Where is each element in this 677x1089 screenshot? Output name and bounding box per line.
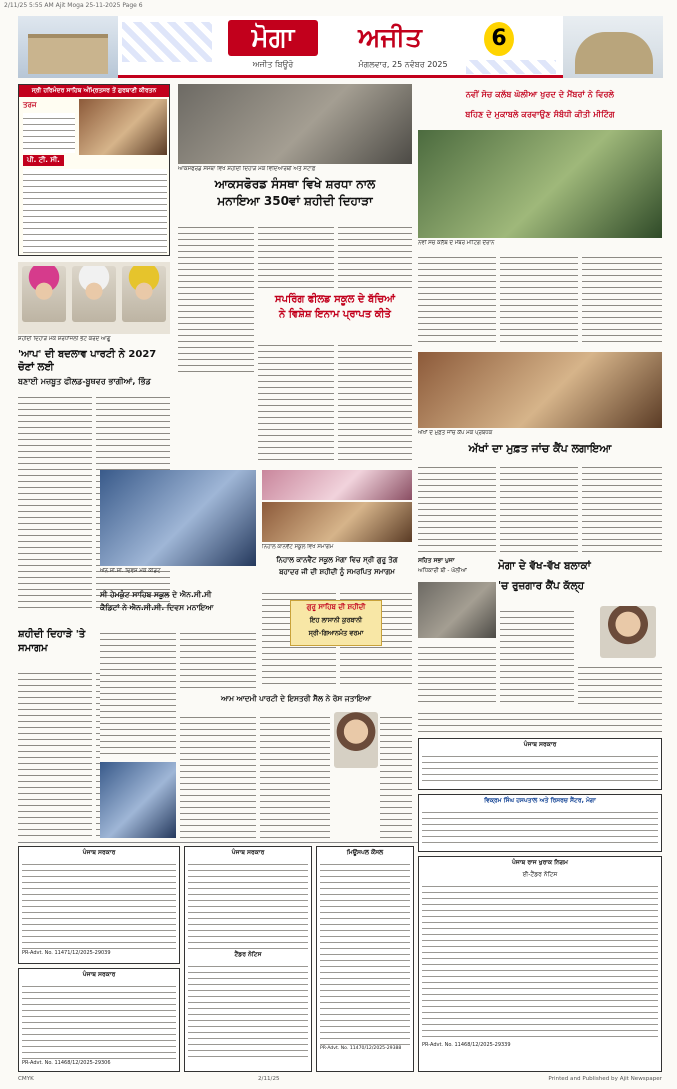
- nihal-headline-1: ਨਿਹਾਲ ਕਾਨਵੈਂਟ ਸਕੂਲ ਮੋਗਾ ਵਿਚ ਸ੍ਰੀ ਗੁਰੂ ਤੇਗ: [276, 556, 398, 564]
- ad-tender-body-1: [188, 859, 308, 949]
- spring-headline-2: ਨੇ ਵਿਸ਼ੇਸ਼ ਇਨਾਮ ਪ੍ਰਾਪਤ ਕੀਤੇ: [279, 309, 391, 320]
- ad-punjab-1-title: ਪੰਜਾਬ ਸਰਕਾਰ: [82, 849, 116, 856]
- nihal-headline-block: [262, 554, 412, 584]
- portraits-strip: [18, 262, 170, 334]
- gurpurab-line-2: ਇਹ ਲਾਸਾਨੀ ਕੁਰਬਾਨੀ: [309, 616, 363, 624]
- oxford-headline-1: ਆਕਸਫੋਰਡ ਸੰਸਥਾ ਵਿਖੇ ਸ਼ਰਧਾ ਨਾਲ: [214, 177, 376, 191]
- gurpurab-line-1: ਗੁਰੂ ਸਾਹਿਬ ਦੀ ਸ਼ਹੀਦੀ: [306, 603, 366, 611]
- ncc-photo-caption: ਐੱਨ.ਸੀ.ਸੀ. ਦਿਵਸ ਮੌਕੇ ਕੈਡਿਟ: [100, 568, 161, 574]
- gurdwara-icon: [575, 32, 653, 74]
- club-body-col2: [500, 252, 578, 346]
- ncc-parade-photo: [100, 762, 176, 838]
- page-footer: [18, 1076, 662, 1086]
- masthead-date: ਮੰਗਲਵਾਰ, 25 ਨਵੰਬਰ 2025: [358, 60, 448, 69]
- camp-official-portrait: [600, 606, 656, 658]
- ncc-headline-block: [100, 588, 258, 624]
- spring-body-col2: [338, 340, 412, 464]
- ad-nigam-ref: PR-Advt. No. 11468/12/2025-29339: [422, 1042, 511, 1048]
- masthead-pattern-right: [466, 60, 556, 74]
- story-aap-headline-block: [18, 348, 170, 388]
- ad-punjab-sarkar-1: [18, 846, 180, 964]
- footer-center: 2/11/25: [258, 1076, 280, 1082]
- ad-food-corporation: [418, 856, 662, 1072]
- ad-tender-title: ਪੰਜਾਬ ਸਰਕਾਰ: [231, 849, 265, 856]
- ad-punjab-sarkar-3: [18, 968, 180, 1072]
- gurpurab-line-3: ਸ੍ਰੀ-ਗਿਆਨਮੰਤ ਵਰਮਾ: [308, 629, 364, 637]
- portraits-caption: ਸ਼ਹੀਦੀ ਦਿਹਾੜੇ ਮੌਕੇ ਸ਼ਰਧਾਂਜਲੀ ਭੇਟ ਕਰਦੇ ਆਗੂ: [18, 336, 111, 342]
- ad-tender: [184, 846, 312, 1072]
- golden-temple-photo: [79, 99, 167, 155]
- story-aap-subhead: ਬਣਾਈ ਮਜ਼ਬੂਤ ਫੀਲਡ-ਬੂਥਵਰ ਭਾਗੀਆਂ, ਭਿੰਡ: [18, 377, 151, 386]
- eye-body-col3: [582, 462, 662, 554]
- footer-right: Printed and Published by Ajit Newspaper: [548, 1076, 662, 1082]
- ad-punjab-3-ref: PR-Advt. No. 11468/12/2025-29306: [22, 1060, 111, 1066]
- ad-punjab-3-body: [22, 981, 176, 1059]
- ad-punjab-1-body: [22, 859, 176, 949]
- ad-punjab-sarkar-right: [418, 738, 662, 790]
- eye-headline-block: [418, 440, 662, 458]
- oxford-group-photo: [178, 84, 412, 164]
- oxford-photo-caption: ਆਕਸਫੋਰਡ ਸੰਸਥਾ ਵਿਖੇ ਸ਼ਹੀਦੀ ਦਿਹਾੜੇ ਮੌਕੇ ਵਿਦਿਆਰਥੀ ਅਤੇ ਸਟਾਫ਼: [178, 166, 316, 172]
- edition-title-moga: ਮੋਗਾ: [228, 20, 318, 56]
- aap2-headline-block: [180, 692, 412, 708]
- oxford-body-col1: [178, 222, 254, 372]
- ad-hospital: [418, 794, 662, 852]
- club-body-col1: [418, 252, 496, 346]
- club-meeting-photo: [418, 130, 662, 238]
- ad-punjab-2-body: [422, 751, 658, 785]
- nihal-photo-top: [262, 470, 412, 500]
- spring-headline-block: [258, 292, 412, 336]
- club-headline-block: [418, 84, 662, 126]
- ncc-cadets-photo: [100, 470, 256, 566]
- sidebar-ad-label-a: ਤਰਜ: [23, 101, 37, 109]
- ad-punjab-3-title: ਪੰਜਾਬ ਸਰਕਾਰ: [82, 971, 116, 978]
- oxford-headline-2: ਮਨਾਇਆ 350ਵਾਂ ਸ਼ਹੀਦੀ ਦਿਹਾੜਾ: [217, 194, 373, 208]
- temple-icon: [28, 34, 108, 74]
- ad-hospital-title: ਵਿਕ੍ਰਮ ਸਿੰਘ ਹਸਪਤਾਲ ਅਤੇ ਰਿਸਰਚ ਸੈਂਟਰ, ਮੋਗਾ: [484, 797, 596, 804]
- aap2-body-col2: [260, 712, 330, 838]
- club-headline-2: ਬਹਿਣ ਦੇ ਮੁਕਾਬਲੇ ਕਰਵਾਉਣ ਸੰਬੰਧੀ ਕੀਤੀ ਮੀਟਿੰਗ: [465, 109, 615, 119]
- portrait-3: [122, 266, 166, 322]
- ad-municipal-council: [316, 846, 414, 1072]
- aap2-portrait: [334, 712, 378, 768]
- masthead-pattern-left: [122, 22, 212, 62]
- oxford-body-col3: [338, 222, 412, 290]
- oxford-body-col2: [258, 222, 334, 290]
- club-body-col3: [582, 252, 662, 346]
- eye-body-col2: [500, 462, 578, 554]
- sidebar-ad-title: ਸ੍ਰੀ ਹਰਿਮੰਦਰ ਸਾਹਿਬ ਅੰਮ੍ਰਿਤਸਰ ਤੋਂ ਗੁਰਬਾਣੀ ਕੀਰਤਨ: [19, 85, 169, 97]
- eye-camp-caption: ਅੱਖਾਂ ਦੇ ਮੁਫ਼ਤ ਜਾਂਚ ਕੈਂਪ ਮੌਕੇ ਪ੍ਰਬੰਧਕ: [418, 430, 493, 436]
- camp-headline-2: 'ਚ ਰੁਜ਼ਗਾਰ ਕੈਂਪ ਕੱਲ੍ਹ: [498, 580, 585, 592]
- ad-cycle-body: [320, 859, 410, 1045]
- sidebar-ad-kirtan: [18, 84, 170, 256]
- camp-headline-1: ਮੋਗਾ ਦੇ ਵੱਖ-ਵੱਖ ਬਲਾਕਾਂ: [498, 560, 591, 572]
- sahit-sabha-photo: [418, 582, 496, 638]
- portrait-1: [22, 266, 66, 322]
- ncc-headline-2: ਕੈਡਿਟਾਂ ਨੇ ਐਨ.ਸੀ.ਸੀ. ਦਿਵਸ ਮਨਾਇਆ: [100, 603, 214, 612]
- ad-hospital-body: [422, 807, 658, 847]
- ad-tender-sub: ਟੈਂਡਰ ਨੋਟਿਸ: [234, 951, 262, 958]
- spring-headline-1: ਸਪਰਿੰਗ ਫੀਲਡ ਸਕੂਲ ਦੇ ਬੱਚਿਆਂ: [274, 294, 396, 305]
- ad-tender-body-2: [188, 961, 308, 1061]
- ncc-body-col2: [180, 628, 256, 688]
- ad-nigam-sub: ਈ-ਟੈਂਡਰ ਨੋਟਿਸ: [522, 871, 558, 878]
- aap2-body-col3: [380, 712, 412, 838]
- sidebar-ad-body: [23, 169, 167, 253]
- nihal-headline-2: ਬਹਾਦਰ ਜੀ ਦੀ ਸ਼ਹੀਦੀ ਨੂੰ ਸਮਰਪਿਤ ਸਮਾਗਮ: [279, 568, 395, 576]
- eye-headline: ਅੱਖਾਂ ਦਾ ਮੁਫ਼ਤ ਜਾਂਚ ਕੈਂਪ ਲਗਾਇਆ: [468, 442, 612, 455]
- aap2-headline: ਆਮ ਆਦਮੀ ਪਾਰਟੀ ਦੇ ਇਸਤਰੀ ਸੈੱਲ ਨੇ ਰੋਸ ਜਤਾਇਆ: [221, 694, 371, 703]
- camp-body-col2: [578, 662, 662, 704]
- ad-cycle-title: ਮਿਊਂਸਪਲ ਕੌਂਸਲ: [346, 849, 384, 856]
- oxford-headline-block: [178, 176, 412, 218]
- masthead-subtitle: ਅਜੀਤ ਬਿਊਰੋ: [252, 60, 294, 69]
- camp-headline-block: [498, 556, 662, 602]
- gurpurab-box: [290, 600, 382, 646]
- nihal-photo-main: [262, 502, 412, 542]
- camp-kicker-block: [418, 556, 496, 578]
- footer-left: CMYK: [18, 1076, 34, 1082]
- masthead: [18, 16, 663, 78]
- story-shaheedi-body-col1: [18, 668, 92, 838]
- ad-punjab-1-ref: PR-Advt. No. 11471/12/2025-29039: [22, 950, 111, 956]
- ncc-headline-1: ਸੀ ਹੇਮਕੁੰਟ ਸਾਹਿਬ ਸਕੂਲ ਦੇ ਐਨ.ਸੀ.ਸੀ: [100, 590, 212, 599]
- page-number: 6: [484, 22, 514, 56]
- ad-nigam-title: ਪੰਜਾਬ ਰਾਜ ਖੁਰਾਕ ਨਿਗਮ: [511, 859, 568, 866]
- club-headline-1: ਨਵੀਂ ਸੋਚ ਕਲੱਬ ਘੋਲੀਆ ਖੁਰਦ ਦੇ ਮੈਂਬਰਾਂ ਨੇ ਵਿਰਲੇ: [465, 89, 615, 99]
- nihal-photo-caption: ਨਿਹਾਲ ਕਾਨਵੈਂਟ ਸਕੂਲ ਵਿਖੇ ਸਮਾਗਮ: [262, 544, 334, 550]
- masthead-left-image: [18, 16, 118, 78]
- ad-nigam-body: [422, 881, 658, 1041]
- camp-kicker: ਸਹਿਤ ਸਭਾ ਪੁਜਾ: [418, 557, 455, 564]
- masthead-right-image: [563, 16, 663, 78]
- ncc-body-col1: [100, 628, 176, 758]
- portrait-2: [72, 266, 116, 322]
- eye-body-col1: [418, 462, 496, 554]
- sidebar-ad-text: [23, 113, 75, 153]
- club-photo-caption: ਨਵੀਂ ਸੋਚ ਕਲੱਬ ਦੇ ਮੈਂਬਰ ਮੀਟਿੰਗ ਦੌਰਾਨ: [418, 240, 495, 246]
- story-aap-headline: 'ਆਪ' ਦੀ ਬਦਲਾਵ ਪਾਰਟੀ ਨੇ 2027 ਚੋਣਾਂ ਲਈ: [18, 349, 157, 373]
- print-info-strip: 2/11/25 5:55 AM Ajit Moga 25-11-2025 Page 6: [4, 2, 143, 9]
- aap2-body-col1: [180, 712, 256, 838]
- edition-title-ajit: ਅਜੀਤ: [358, 23, 422, 53]
- story-shaheedi-headline: ਸ਼ਹੀਦੀ ਦਿਹਾੜੇ 'ਤੇ ਸਮਾਗਮ: [18, 629, 86, 654]
- spring-body-col1: [258, 340, 334, 464]
- sahit-sabha-body: [418, 642, 496, 704]
- ad-cycle-ref: PR-Advt. No. 11470/12/2025-29388: [320, 1046, 402, 1051]
- camp-kicker-2: ਅਧਿਕਾਰੀ ਬੀ - ਘੋਲੀਆਂ: [418, 568, 467, 574]
- sidebar-ad-label-b: ਪੀ. ਟੀ. ਸੀ.: [23, 155, 64, 166]
- eye-camp-photo: [418, 352, 662, 428]
- ad-punjab-2-title: ਪੰਜਾਬ ਸਰਕਾਰ: [523, 741, 557, 748]
- story-aap-body-col1: [18, 392, 92, 612]
- camp-body-footer: [418, 708, 662, 734]
- camp-body-col1: [500, 606, 574, 704]
